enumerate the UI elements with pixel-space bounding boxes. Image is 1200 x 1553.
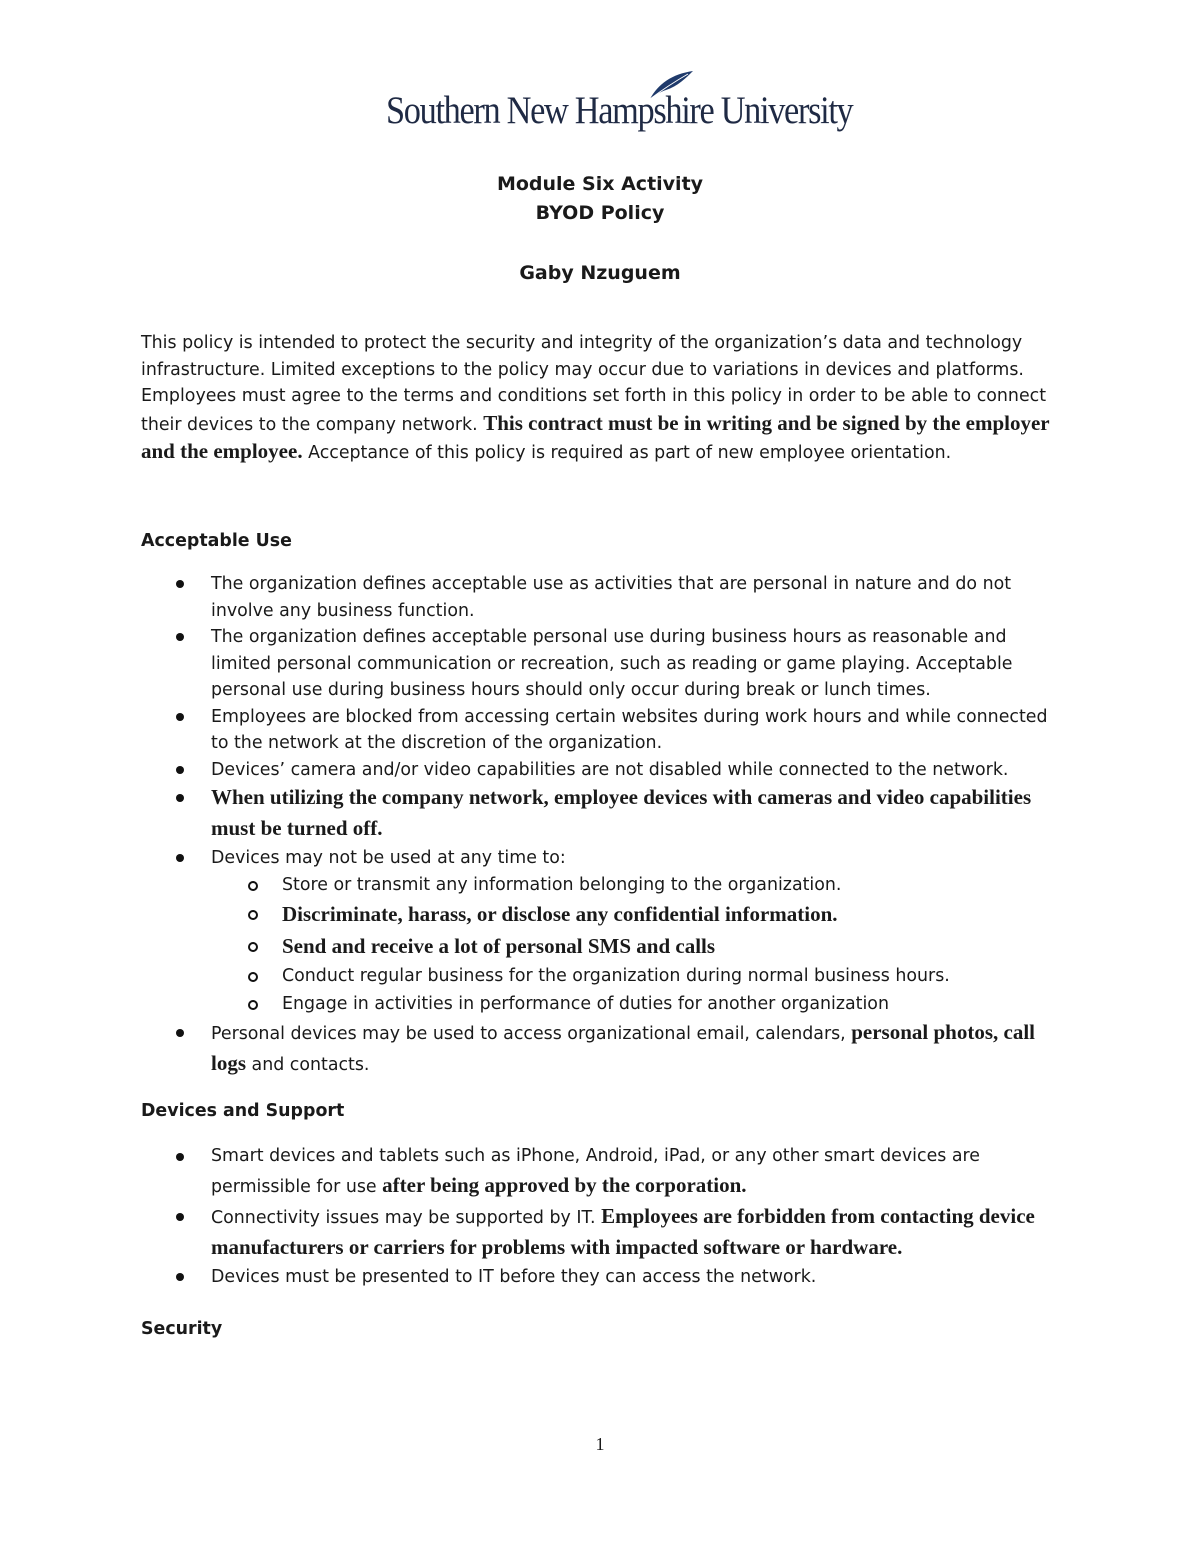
bullet-icon — [176, 1029, 184, 1037]
sub-list-item: Conduct regular business for the organization during normal business hours. — [141, 963, 1061, 991]
list-item: When utilizing the company network, employee devices with cameras and video capabilities must be turned off. — [141, 783, 1061, 845]
list-item: Devices may not be used at any time to: Store or transmit any information belonging to the organization. Discriminate, harass, or disclose any confidential information. Send and receive a lot of personal SMS and calls Conduct regular business for the organization during normal business hours. Engage in activities in performance of duties for another organization — [141, 845, 1061, 1018]
intro-paragraph — [141, 330, 1061, 467]
bullet-icon — [176, 633, 184, 641]
bullet-icon — [176, 1153, 184, 1161]
bullet-icon — [176, 794, 184, 802]
sub-list — [141, 872, 1061, 1019]
section-heading-security: Security — [141, 1319, 223, 1339]
page-number: 1 — [595, 1434, 605, 1454]
bullet-icon — [176, 1273, 184, 1281]
list-item: Smart devices and tablets such as iPhone, Android, iPad, or any other smart devices are permissible for use after being approved by the corporation. — [141, 1142, 1061, 1202]
sub-list-item: Discriminate, harass, or disclose any confidential information. — [141, 899, 1061, 931]
bullet-icon — [176, 1213, 184, 1221]
bullet-icon — [176, 580, 184, 588]
bullet-icon — [176, 854, 184, 862]
list-item: Employees are blocked from accessing certain websites during work hours and while connected to the network at the discretion of the organization. — [141, 704, 1061, 757]
section-heading-devices-support: Devices and Support — [141, 1101, 345, 1121]
feather-icon — [648, 70, 694, 100]
hollow-bullet-icon — [248, 1000, 258, 1010]
intro-text-end: Acceptance of this policy is required as part of new employee orientation. — [302, 443, 952, 463]
university-logo — [386, 70, 853, 138]
intro-text: This policy is intended to protect the security and integrity of the organization’s data and technology infrastructure. Limited exceptions to the policy may occur due to variations in devices and platforms. Employees must agree to the terms and conditions set forth in this policy in order to be able to connect their devices to the company network. — [141, 333, 1047, 435]
list-item: Devices’ camera and/or video capabilities are not disabled while connected to the network. — [141, 757, 1061, 784]
devices-support-list — [141, 1142, 1061, 1291]
bullet-icon — [176, 713, 184, 721]
sub-list-item: Send and receive a lot of personal SMS and calls — [141, 931, 1061, 963]
author-name: Gaby Nzuguem — [519, 262, 681, 284]
bullet-icon — [176, 766, 184, 774]
hollow-bullet-icon — [248, 972, 258, 982]
list-item: Connectivity issues may be supported by IT. Employees are forbidden from contacting device manufacturers or carriers for problems with impacted software or hardware. — [141, 1202, 1061, 1264]
sub-list-item: Engage in activities in performance of duties for another organization — [141, 991, 1061, 1019]
list-item: The organization defines acceptable personal use during business hours as reasonable and limited personal communication or recreation, such as reading or game playing. Acceptable personal use during business hours should only occur during break or lunch times. — [141, 624, 1061, 704]
logo-wordmark: Southern New Hampshire University — [386, 89, 853, 132]
hollow-bullet-icon — [248, 942, 258, 952]
acceptable-use-list — [141, 571, 1061, 1080]
sub-list-item: Store or transmit any information belonging to the organization. — [141, 872, 1061, 900]
document-title: Module Six Activity — [496, 173, 704, 195]
hollow-bullet-icon — [248, 881, 258, 891]
hollow-bullet-icon — [248, 910, 258, 920]
list-item: Personal devices may be used to access organizational email, calendars, personal photos, call logs and contacts. — [141, 1018, 1061, 1080]
list-item: Devices must be presented to IT before they can access the network. — [141, 1264, 1061, 1291]
list-item: The organization defines acceptable use as activities that are personal in nature and do not involve any business function. — [141, 571, 1061, 624]
document-subtitle: BYOD Policy — [535, 202, 665, 224]
intro-emphasis: This contract must be in writing and be signed by the employer and the employee. — [141, 410, 1050, 463]
section-heading-acceptable-use: Acceptable Use — [141, 531, 292, 551]
